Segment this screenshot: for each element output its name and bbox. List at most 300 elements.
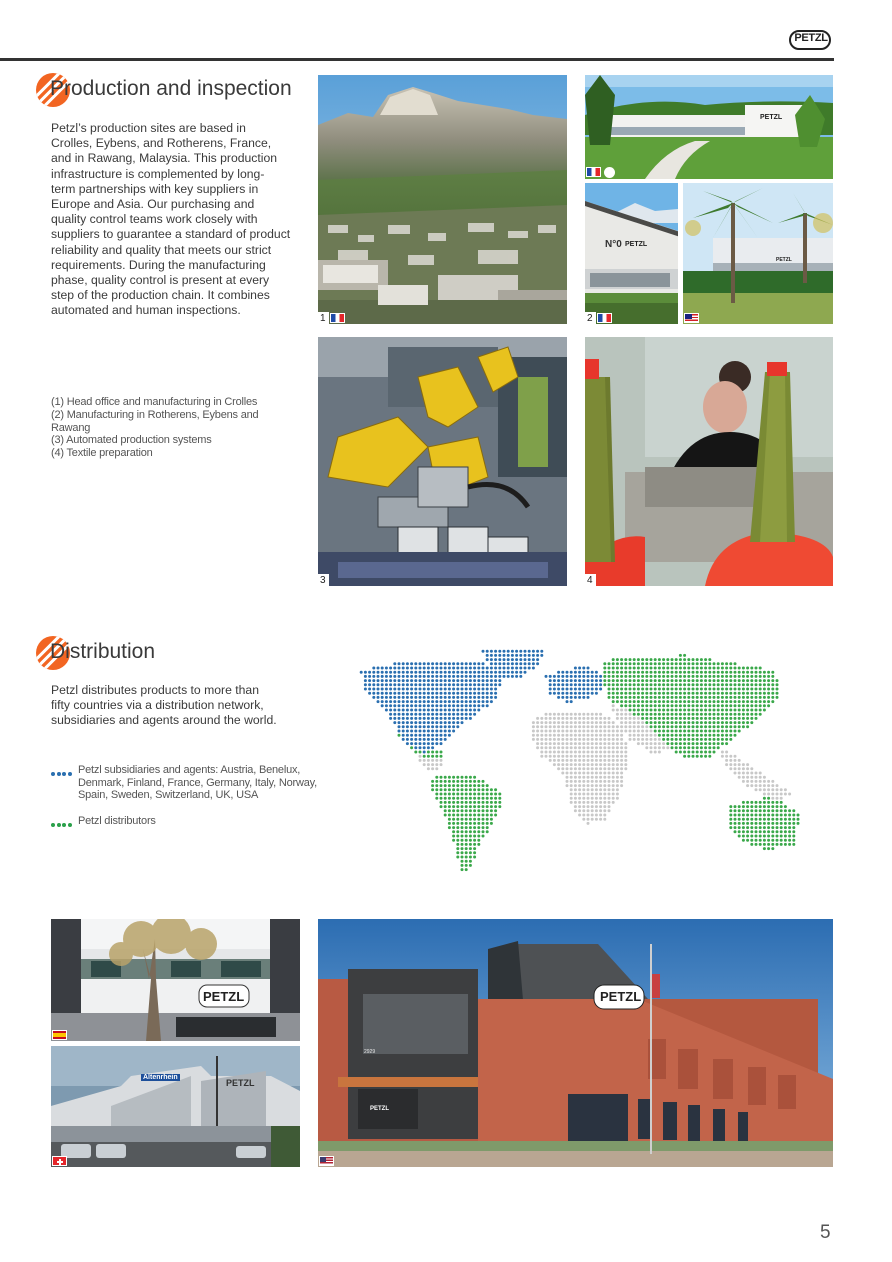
- map-dot: [645, 696, 648, 699]
- map-dot: [742, 772, 745, 775]
- map-dot: [687, 725, 690, 728]
- map-dot: [603, 818, 606, 821]
- map-dot: [624, 709, 627, 712]
- map-dot: [692, 742, 695, 745]
- map-dot: [448, 801, 451, 804]
- photo-number-1: 1: [318, 312, 329, 324]
- map-dot: [440, 713, 443, 716]
- map-dot: [696, 658, 699, 661]
- map-dot: [713, 692, 716, 695]
- map-dot: [473, 692, 476, 695]
- map-dot: [414, 751, 417, 754]
- map-dot: [780, 793, 783, 796]
- map-dot: [486, 809, 489, 812]
- map-dot: [608, 667, 611, 670]
- map-dot: [759, 667, 762, 670]
- map-dot: [767, 847, 770, 850]
- map-dot: [708, 683, 711, 686]
- map-dot: [456, 679, 459, 682]
- map-dot: [427, 751, 430, 754]
- map-dot: [448, 692, 451, 695]
- map-dot: [767, 826, 770, 829]
- map-dot: [561, 675, 564, 678]
- map-dot: [414, 709, 417, 712]
- map-dot: [759, 696, 762, 699]
- map-dot: [763, 776, 766, 779]
- map-dot: [440, 759, 443, 762]
- map-dot: [767, 818, 770, 821]
- map-dot: [599, 683, 602, 686]
- map-dot: [599, 772, 602, 775]
- map-dot: [389, 717, 392, 720]
- map-dot: [717, 696, 720, 699]
- map-dot: [675, 734, 678, 737]
- map-dot: [448, 713, 451, 716]
- map-dot: [612, 679, 615, 682]
- map-dot: [746, 830, 749, 833]
- map-dot: [729, 709, 732, 712]
- map-dot: [734, 822, 737, 825]
- map-dot: [540, 730, 543, 733]
- photo-number-3: 3: [318, 574, 329, 586]
- map-dot: [545, 742, 548, 745]
- map-dot: [776, 788, 779, 791]
- map-dot: [721, 675, 724, 678]
- map-dot: [410, 692, 413, 695]
- map-dot: [738, 730, 741, 733]
- map-dot: [431, 734, 434, 737]
- map-dot: [410, 700, 413, 703]
- map-dot: [658, 667, 661, 670]
- map-dot: [440, 717, 443, 720]
- map-dot: [776, 839, 779, 842]
- map-dot: [444, 692, 447, 695]
- map-dot: [624, 671, 627, 674]
- map-dot: [477, 696, 480, 699]
- map-dot: [771, 830, 774, 833]
- map-dot: [780, 809, 783, 812]
- map-dot: [696, 704, 699, 707]
- map-dot: [771, 805, 774, 808]
- map-dot: [578, 730, 581, 733]
- map-dot: [608, 784, 611, 787]
- map-dot: [427, 742, 430, 745]
- map-dot: [545, 721, 548, 724]
- map-dot: [477, 780, 480, 783]
- map-dot: [679, 730, 682, 733]
- map-dot: [708, 755, 711, 758]
- map-dot: [616, 780, 619, 783]
- map-dot: [746, 822, 749, 825]
- map-dot: [549, 759, 552, 762]
- map-dot: [545, 738, 548, 741]
- map-dot: [536, 730, 539, 733]
- map-dot: [490, 662, 493, 665]
- map-dot: [746, 809, 749, 812]
- map-dot: [578, 742, 581, 745]
- map-dot: [637, 688, 640, 691]
- map-dot: [461, 851, 464, 854]
- map-dot: [519, 654, 522, 657]
- map-dot: [612, 784, 615, 787]
- map-dot: [595, 755, 598, 758]
- map-dot: [624, 717, 627, 720]
- map-dot: [469, 788, 472, 791]
- map-dot: [687, 683, 690, 686]
- map-dot: [650, 709, 653, 712]
- map-dot: [729, 683, 732, 686]
- map-dot: [473, 801, 476, 804]
- map-dot: [679, 679, 682, 682]
- map-dot: [771, 809, 774, 812]
- map-dot: [561, 683, 564, 686]
- map-dot: [713, 738, 716, 741]
- map-dot: [393, 696, 396, 699]
- map-dot: [675, 683, 678, 686]
- map-dot: [402, 671, 405, 674]
- map-dot: [729, 759, 732, 762]
- map-dot: [666, 662, 669, 665]
- map-dot: [440, 696, 443, 699]
- map-dot: [729, 763, 732, 766]
- map-dot: [498, 650, 501, 653]
- map-dot: [595, 730, 598, 733]
- map-dot: [641, 662, 644, 665]
- map-dot: [494, 675, 497, 678]
- map-dot: [402, 713, 405, 716]
- map-dot: [456, 675, 459, 678]
- map-dot: [419, 696, 422, 699]
- map-dot: [738, 675, 741, 678]
- map-dot: [666, 683, 669, 686]
- map-dot: [629, 692, 632, 695]
- map-dot: [713, 675, 716, 678]
- map-dot: [692, 746, 695, 749]
- photo-number-2: 2: [585, 312, 596, 324]
- map-dot: [771, 784, 774, 787]
- production-captions: [51, 396, 301, 460]
- map-dot: [629, 734, 632, 737]
- map-dot: [561, 746, 564, 749]
- map-dot: [372, 696, 375, 699]
- map-dot: [477, 683, 480, 686]
- map-dot: [561, 759, 564, 762]
- map-dot: [582, 671, 585, 674]
- map-dot: [431, 755, 434, 758]
- map-dot: [477, 671, 480, 674]
- map-dot: [402, 667, 405, 670]
- map-dot: [393, 692, 396, 695]
- map-dot: [578, 671, 581, 674]
- map-dot: [444, 784, 447, 787]
- map-dot: [729, 662, 732, 665]
- map-dot: [734, 704, 737, 707]
- map-dot: [364, 671, 367, 674]
- map-dot: [784, 793, 787, 796]
- map-dot: [381, 700, 384, 703]
- production-body-line: reliability and quality that meets our strict: [51, 242, 272, 257]
- map-dot: [780, 835, 783, 838]
- map-dot: [456, 830, 459, 833]
- map-dot: [507, 667, 510, 670]
- map-dot: [654, 692, 657, 695]
- map-dot: [440, 704, 443, 707]
- map-dot: [385, 679, 388, 682]
- map-dot: [687, 667, 690, 670]
- map-dot: [725, 738, 728, 741]
- map-dot: [410, 746, 413, 749]
- map-dot: [566, 784, 569, 787]
- map-dot: [603, 784, 606, 787]
- map-dot: [767, 675, 770, 678]
- map-dot: [549, 742, 552, 745]
- map-dot: [683, 671, 686, 674]
- map-dot: [456, 809, 459, 812]
- usa-building-logo: PETZL: [600, 989, 642, 1004]
- map-dot: [435, 683, 438, 686]
- map-dot: [641, 734, 644, 737]
- map-dot: [687, 671, 690, 674]
- map-dot: [444, 809, 447, 812]
- map-dot: [381, 704, 384, 707]
- map-dot: [461, 801, 464, 804]
- map-dot: [591, 734, 594, 737]
- map-dot: [406, 675, 409, 678]
- map-dot: [687, 730, 690, 733]
- map-dot: [645, 734, 648, 737]
- map-dot: [729, 688, 732, 691]
- map-dot: [717, 675, 720, 678]
- map-dot: [456, 805, 459, 808]
- map-dot: [696, 667, 699, 670]
- map-dot: [675, 738, 678, 741]
- map-dot: [776, 814, 779, 817]
- map-dot: [771, 818, 774, 821]
- map-dot: [440, 776, 443, 779]
- map-dot: [767, 788, 770, 791]
- map-dot: [721, 683, 724, 686]
- map-dot: [713, 696, 716, 699]
- map-dot: [616, 675, 619, 678]
- map-dot: [574, 763, 577, 766]
- map-dot: [612, 667, 615, 670]
- map-dot: [507, 675, 510, 678]
- map-dot: [608, 763, 611, 766]
- map-dot: [482, 822, 485, 825]
- map-dot: [385, 667, 388, 670]
- map-dot: [725, 662, 728, 665]
- map-dot: [570, 797, 573, 800]
- map-dot: [666, 709, 669, 712]
- map-dot: [519, 667, 522, 670]
- map-dot: [746, 696, 749, 699]
- map-dot: [717, 683, 720, 686]
- map-dot: [473, 704, 476, 707]
- map-dot: [402, 688, 405, 691]
- map-dot: [616, 776, 619, 779]
- map-dot: [427, 709, 430, 712]
- map-dot: [692, 671, 695, 674]
- map-dot: [372, 671, 375, 674]
- map-dot: [683, 700, 686, 703]
- map-dot: [750, 767, 753, 770]
- map-dot: [683, 755, 686, 758]
- map-dot: [578, 776, 581, 779]
- map-dot: [767, 704, 770, 707]
- map-dot: [557, 734, 560, 737]
- map-dot: [406, 725, 409, 728]
- map-dot: [452, 721, 455, 724]
- map-dot: [448, 730, 451, 733]
- map-dot: [704, 675, 707, 678]
- map-dot: [461, 675, 464, 678]
- map-dot: [498, 683, 501, 686]
- map-dot: [431, 713, 434, 716]
- map-dot: [587, 734, 590, 737]
- map-dot: [461, 688, 464, 691]
- map-dot: [494, 658, 497, 661]
- map-dot: [574, 742, 577, 745]
- map-dot: [494, 809, 497, 812]
- map-dot: [582, 742, 585, 745]
- legend-label-line: Denmark, Finland, France, Germany, Italy, Norway,: [78, 776, 317, 789]
- map-dot: [582, 776, 585, 779]
- map-dot: [608, 751, 611, 754]
- map-dot: [553, 713, 556, 716]
- map-dot: [620, 696, 623, 699]
- map-dot: [477, 675, 480, 678]
- map-dot: [742, 763, 745, 766]
- map-dot: [389, 696, 392, 699]
- map-dot: [683, 679, 686, 682]
- map-dot: [561, 713, 564, 716]
- map-dot: [469, 851, 472, 854]
- map-dot: [641, 717, 644, 720]
- map-dot: [473, 814, 476, 817]
- map-dot: [435, 730, 438, 733]
- map-dot: [608, 746, 611, 749]
- map-dot: [473, 835, 476, 838]
- map-dot: [750, 713, 753, 716]
- map-dot: [503, 662, 506, 665]
- map-dot: [750, 818, 753, 821]
- map-dot: [591, 717, 594, 720]
- map-dot: [465, 662, 468, 665]
- map-dot: [385, 671, 388, 674]
- map-dot: [721, 751, 724, 754]
- map-dot: [465, 856, 468, 859]
- map-dot: [536, 717, 539, 720]
- map-dot: [755, 835, 758, 838]
- map-dot: [452, 801, 455, 804]
- map-dot: [587, 717, 590, 720]
- map-dot: [452, 818, 455, 821]
- map-dot: [519, 671, 522, 674]
- map-dot: [666, 725, 669, 728]
- map-dot: [620, 784, 623, 787]
- map-dot: [431, 784, 434, 787]
- map-dot: [398, 709, 401, 712]
- map-dot: [582, 763, 585, 766]
- map-dot: [612, 797, 615, 800]
- map-dot: [599, 679, 602, 682]
- map-dot: [750, 671, 753, 674]
- map-dot: [427, 738, 430, 741]
- map-dot: [645, 746, 648, 749]
- map-dot: [742, 826, 745, 829]
- map-dot: [729, 809, 732, 812]
- map-dot: [738, 692, 741, 695]
- map-dot: [477, 839, 480, 842]
- map-dot: [389, 667, 392, 670]
- map-dot: [645, 730, 648, 733]
- map-dot: [658, 700, 661, 703]
- map-dot: [738, 709, 741, 712]
- map-dot: [532, 658, 535, 661]
- map-dot: [566, 767, 569, 770]
- map-dot: [452, 780, 455, 783]
- map-dot: [637, 696, 640, 699]
- map-dot: [448, 809, 451, 812]
- map-dot: [683, 688, 686, 691]
- map-dot: [574, 725, 577, 728]
- map-dot: [616, 713, 619, 716]
- map-dot: [444, 675, 447, 678]
- map-dot: [620, 700, 623, 703]
- map-dot: [675, 671, 678, 674]
- map-dot: [574, 797, 577, 800]
- map-dot: [734, 826, 737, 829]
- map-dot: [435, 767, 438, 770]
- map-dot: [662, 692, 665, 695]
- map-dot: [444, 814, 447, 817]
- map-dot: [423, 709, 426, 712]
- map-dot: [666, 658, 669, 661]
- map-dot: [746, 675, 749, 678]
- map-dot: [574, 692, 577, 695]
- map-dot: [469, 839, 472, 842]
- map-dot: [419, 713, 422, 716]
- map-dot: [582, 814, 585, 817]
- map-dot: [629, 704, 632, 707]
- map-dot: [440, 801, 443, 804]
- map-dot: [599, 717, 602, 720]
- map-dot: [767, 679, 770, 682]
- map-dot: [734, 734, 737, 737]
- map-dot: [431, 709, 434, 712]
- map-dot: [591, 679, 594, 682]
- map-dot: [704, 725, 707, 728]
- map-dot: [641, 704, 644, 707]
- map-dot: [725, 742, 728, 745]
- map-dot: [414, 742, 417, 745]
- map-dot: [755, 667, 758, 670]
- map-dot: [645, 742, 648, 745]
- map-dot: [696, 746, 699, 749]
- map-dot: [414, 692, 417, 695]
- map-dot: [566, 696, 569, 699]
- map-dot: [448, 818, 451, 821]
- map-dot: [498, 654, 501, 657]
- map-dot: [364, 683, 367, 686]
- map-dot: [687, 679, 690, 682]
- map-dot: [574, 767, 577, 770]
- map-dot: [582, 805, 585, 808]
- map-dot: [566, 692, 569, 695]
- map-dot: [633, 700, 636, 703]
- map-dot: [410, 730, 413, 733]
- map-dot: [738, 717, 741, 720]
